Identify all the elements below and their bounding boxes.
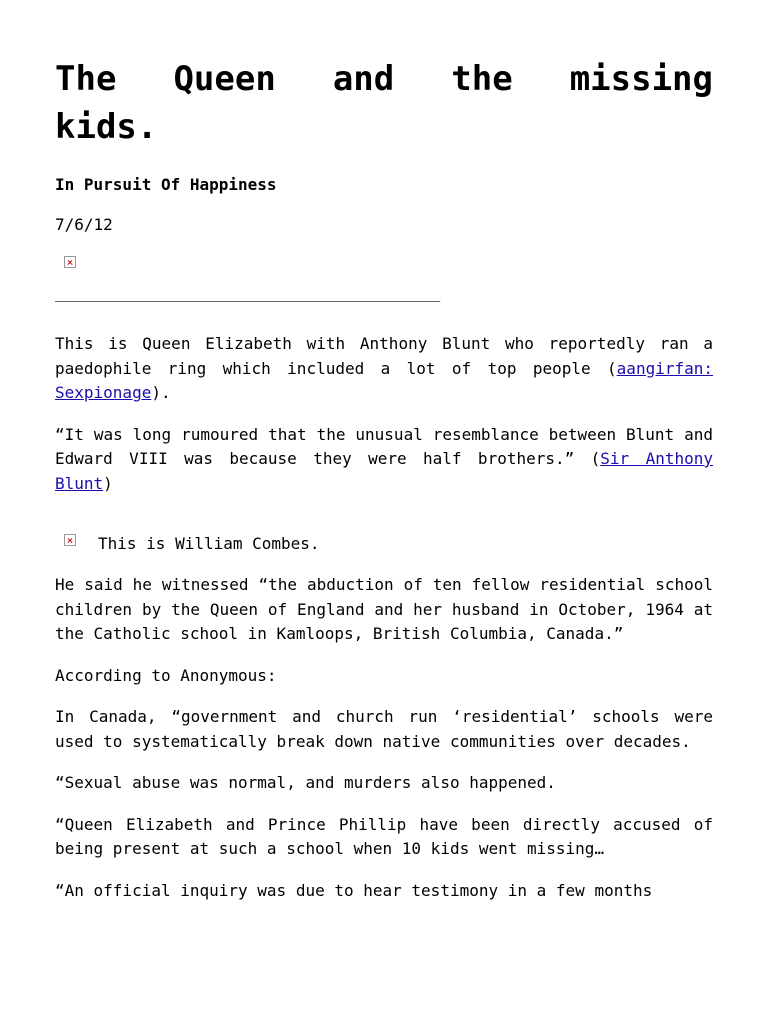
image-row-combes xyxy=(55,532,713,556)
paragraph-text: “It was long rumoured that the unusual resemblance between Blunt and Edward VIII was because they were half brothers.” ( xyxy=(55,424,713,468)
broken-image-icon[interactable] xyxy=(64,534,76,546)
paragraph-queen-blunt xyxy=(55,332,713,406)
broken-image-icon[interactable] xyxy=(64,256,76,268)
image-caption-combes: This is William Combes. xyxy=(98,534,320,553)
article-title: The Queen and the missing kids. xyxy=(55,59,713,147)
paragraph-residential-schools: In Canada, “government and church run ‘residential’ schools were used to systematically break down native communities over decades. xyxy=(55,707,713,751)
separator-rule: ________________________________________ xyxy=(55,283,441,302)
paragraph-text: ) xyxy=(103,473,113,493)
post-date: 7/6/12 xyxy=(55,215,113,234)
paragraph-anonymous: According to Anonymous: xyxy=(55,665,277,685)
paragraph-official-inquiry: “An official inquiry was due to hear testimony in a few months xyxy=(55,880,653,900)
paragraph-sexual-abuse: “Sexual abuse was normal, and murders also happened. xyxy=(55,773,556,792)
paragraph-text: ). xyxy=(151,383,171,402)
paragraph-text: This is Queen Elizabeth with Anthony Blunt who reportedly ran a paedophile ring which included a lot of top people ( xyxy=(55,334,713,378)
blog-name: In Pursuit Of Happiness xyxy=(55,175,277,194)
image-row-queen xyxy=(55,253,713,269)
link-aangirfan-sexpionage[interactable]: aangirfan: Sexpionage xyxy=(55,358,713,402)
paragraph-queen-accused: “Queen Elizabeth and Prince Phillip have been directly accused of being present at such a school when 10 kids went missing… xyxy=(55,814,713,858)
link-sir-anthony-blunt[interactable]: Sir Anthony Blunt xyxy=(55,449,713,493)
paragraph-blunt-rumour xyxy=(55,423,713,497)
paragraph-combes-witness: He said he witnessed “the abduction of ten fellow residential school children by the Queen of England and her husband in October, 1964 at the Catholic school in Kamloops, British Columbia, Canada.” xyxy=(55,575,713,643)
